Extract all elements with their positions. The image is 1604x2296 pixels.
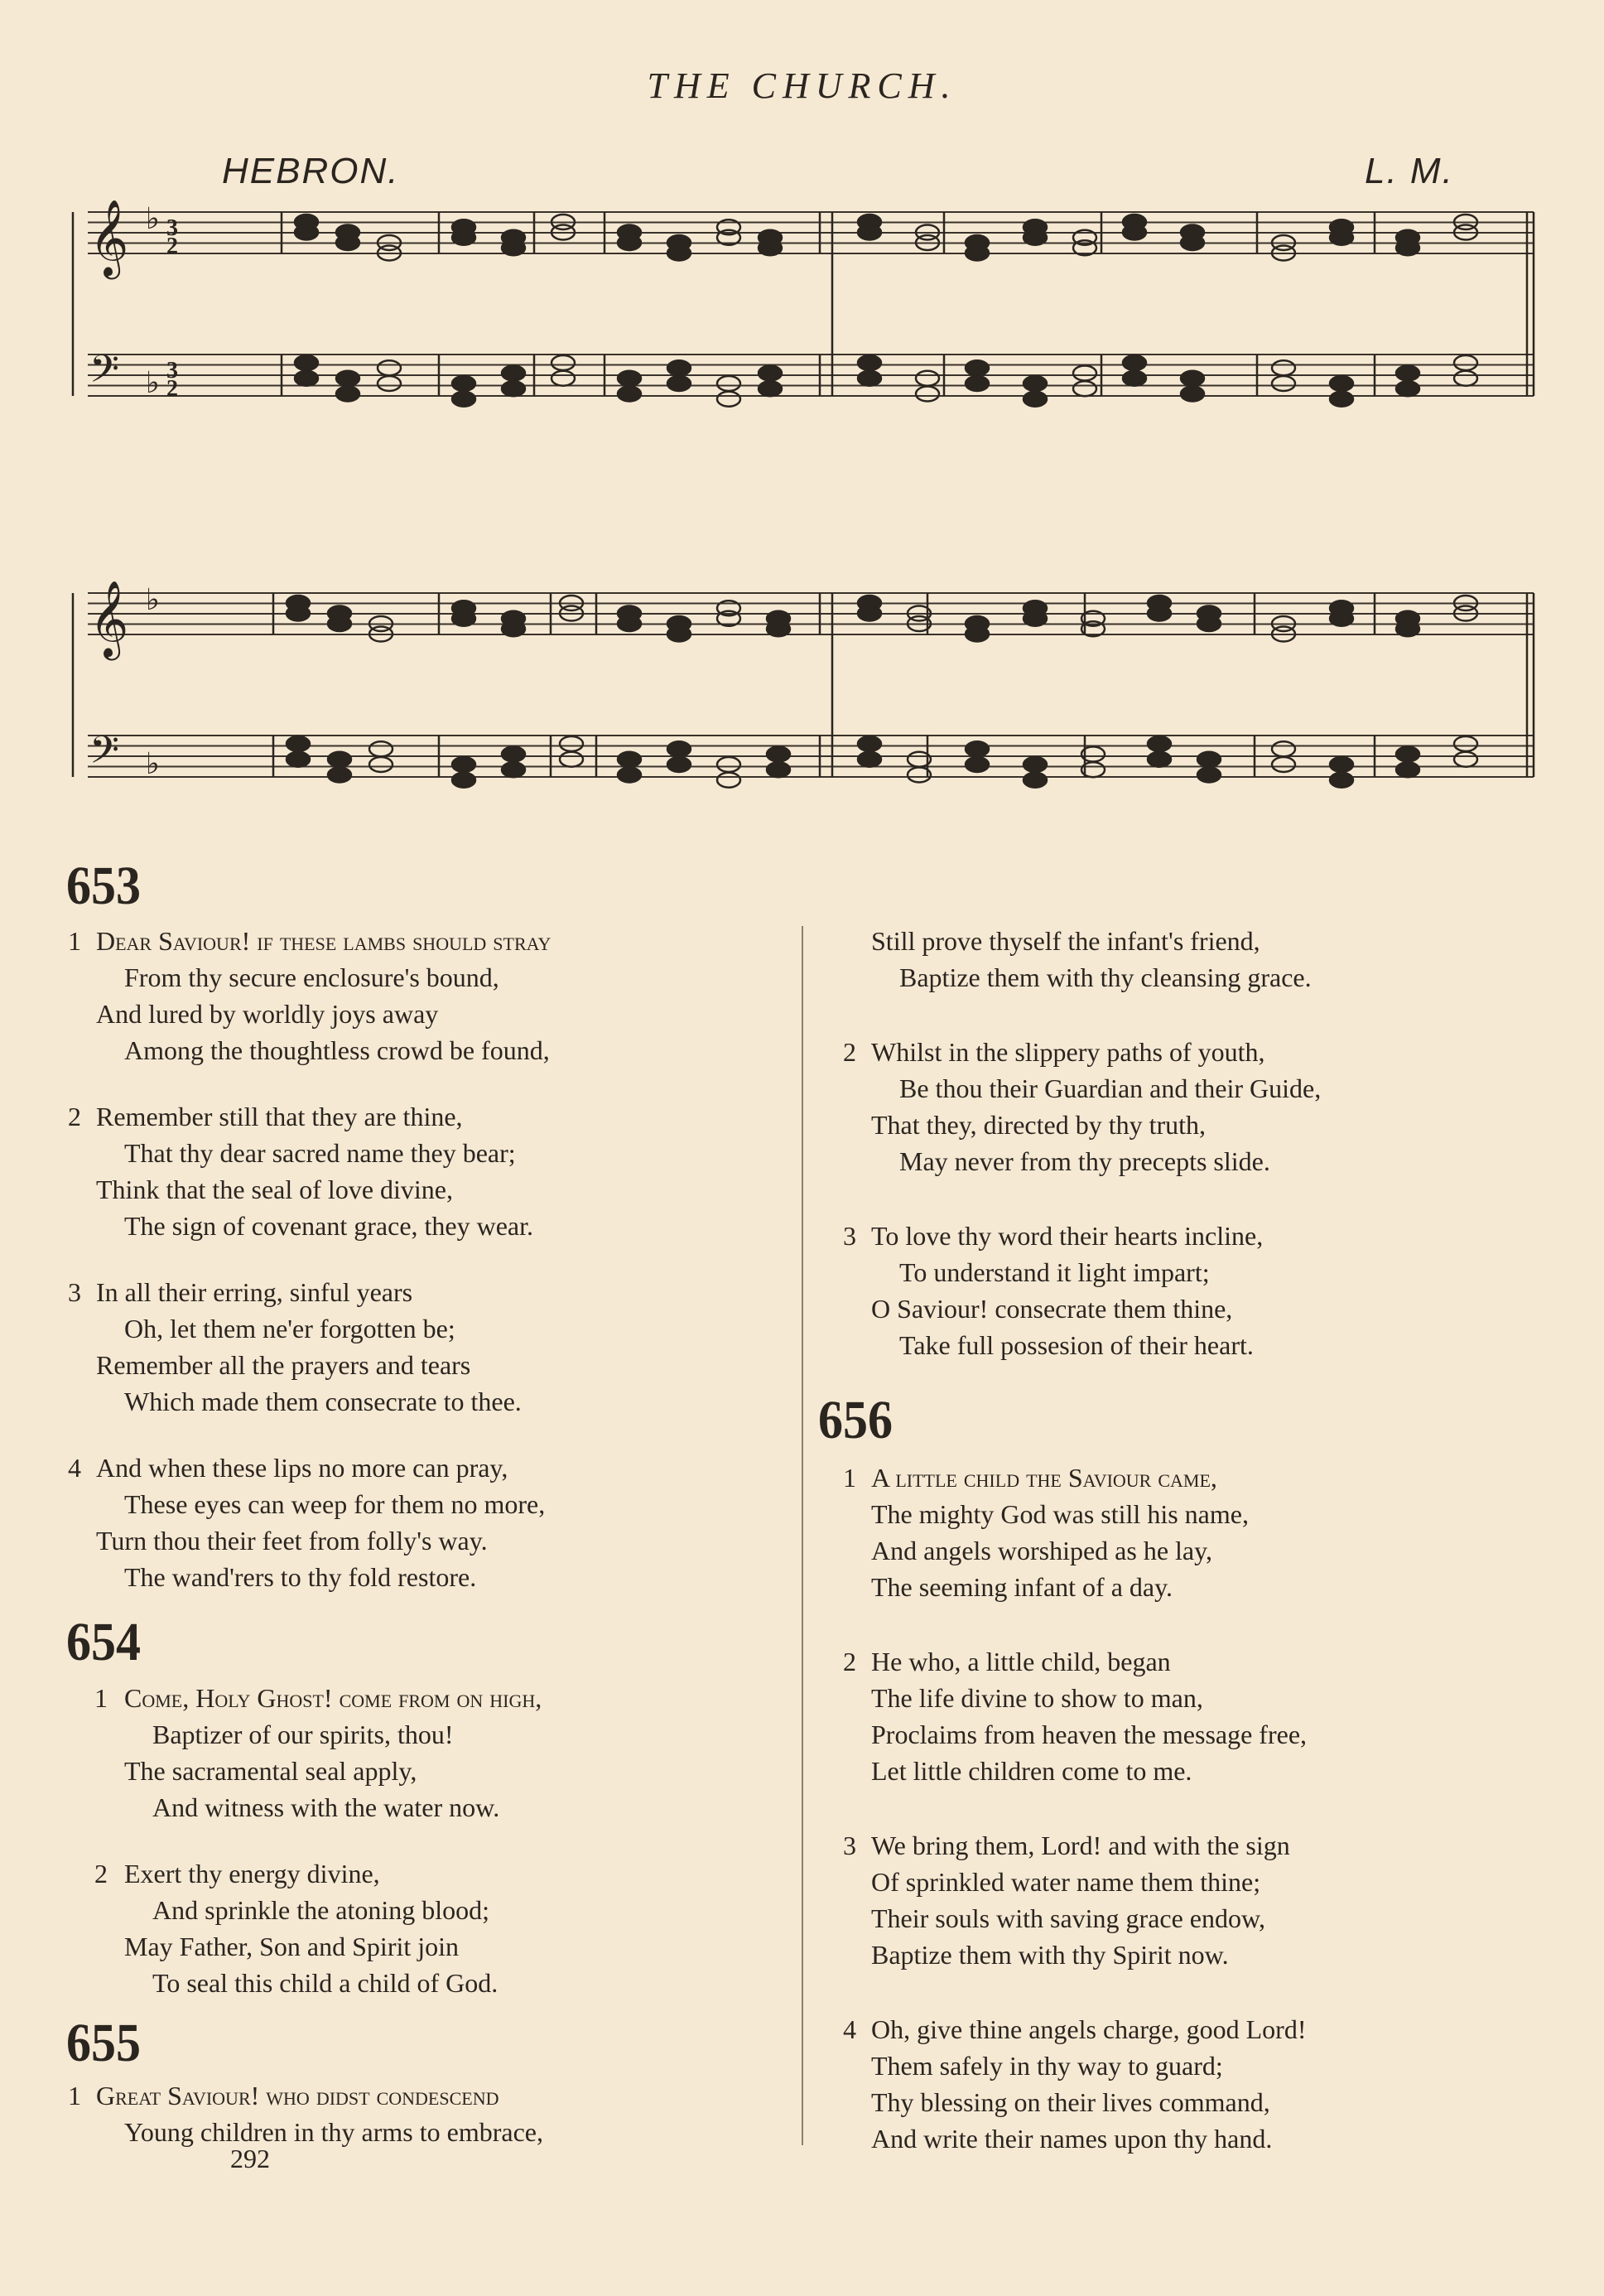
note-head	[1024, 757, 1047, 772]
verse-line: Think that the seal of love divine,	[96, 1175, 453, 1204]
note-head	[717, 757, 740, 772]
note-head	[767, 747, 790, 762]
verse-line	[871, 1463, 1217, 1493]
note-head	[858, 355, 881, 370]
verse-line: The sacramental seal apply,	[124, 1756, 417, 1786]
note-head	[1024, 773, 1047, 788]
note-head	[378, 376, 401, 391]
note-head	[452, 376, 475, 391]
note-head	[667, 246, 691, 261]
verse-line: Remember all the prayers and tears	[96, 1350, 471, 1380]
note-head	[328, 752, 351, 767]
note-head	[916, 371, 939, 386]
verse-line: May never from thy precepts slide.	[899, 1146, 1270, 1176]
verse-line: Let little children come to me.	[871, 1756, 1192, 1786]
note-head	[1148, 606, 1171, 621]
note-head	[452, 611, 475, 626]
note-head	[1396, 747, 1419, 762]
note-head	[552, 371, 575, 386]
verse-line: Baptize them with thy cleansing grace.	[899, 962, 1312, 992]
verse-number: 2	[843, 1037, 856, 1067]
key-flat-icon: ♭	[146, 747, 160, 781]
verse-line: Whilst in the slippery paths of youth,	[871, 1037, 1265, 1067]
note-head	[1181, 387, 1204, 402]
verse-line: Exert thy energy divine,	[124, 1859, 380, 1888]
verse-line: May Father, Son and Spirit join	[124, 1932, 460, 1961]
note-head	[1197, 752, 1221, 767]
music-score	[0, 0, 1604, 837]
note-head	[502, 240, 525, 255]
note-head	[618, 768, 641, 783]
note-head	[560, 752, 583, 767]
note-head	[369, 757, 393, 772]
note-head	[1073, 381, 1096, 396]
verse-line: O Saviour! consecrate them thine,	[871, 1294, 1233, 1324]
note-head	[1330, 773, 1353, 788]
verse-line: Oh, let them ne'er forgotten be;	[124, 1314, 455, 1343]
verse-line: The mighty God was still his name,	[871, 1499, 1249, 1529]
verse-number: 1	[68, 926, 81, 956]
note-head	[502, 621, 525, 636]
note-head	[966, 246, 989, 261]
tune-meter: L. M.	[1365, 151, 1454, 191]
verse-line: The wand'rers to thy fold restore.	[124, 1562, 477, 1592]
note-head	[1454, 371, 1477, 386]
note-head	[287, 736, 310, 751]
verse-line: Be thou their Guardian and their Guide,	[899, 1073, 1322, 1103]
note-head	[1272, 376, 1295, 391]
bass-clef-icon: 𝄢	[89, 728, 120, 782]
verse-line: These eyes can weep for them no more,	[124, 1489, 546, 1519]
verse-number: 3	[843, 1831, 856, 1860]
note-head	[452, 392, 475, 407]
verse-line: To understand it light impart;	[899, 1257, 1210, 1287]
note-head	[858, 606, 881, 621]
note-head	[916, 387, 939, 402]
note-head	[502, 762, 525, 777]
note-head	[1330, 757, 1353, 772]
note-head	[858, 225, 881, 240]
verse-line: Which made them consecrate to thee.	[124, 1387, 522, 1416]
note-head	[1454, 752, 1477, 767]
note-head	[328, 616, 351, 631]
verse-line: The seeming infant of a day.	[871, 1572, 1173, 1602]
column-divider	[802, 926, 803, 2145]
verse-line: From thy secure enclosure's bound,	[124, 962, 499, 992]
note-head	[966, 627, 989, 642]
note-head	[858, 736, 881, 751]
note-head	[667, 741, 691, 756]
verse-line: Of sprinkled water name them thine;	[871, 1867, 1261, 1897]
note-head	[618, 235, 641, 250]
note-head	[966, 757, 989, 772]
verse-line: And lured by worldly joys away	[96, 999, 439, 1029]
note-head	[667, 627, 691, 642]
key-flat-icon: ♭	[146, 583, 160, 617]
note-head	[717, 773, 740, 788]
verse-line: To love thy word their hearts incline,	[871, 1221, 1264, 1251]
note-head	[452, 773, 475, 788]
note-head	[1396, 621, 1419, 636]
note-head	[667, 360, 691, 375]
page-number: 292	[230, 2144, 270, 2173]
note-head	[966, 376, 989, 391]
note-head	[1272, 757, 1295, 772]
note-head	[1148, 752, 1171, 767]
verse-line: And when these lips no more can pray,	[96, 1453, 508, 1483]
verse-number: 2	[843, 1647, 856, 1676]
note-head	[1454, 355, 1477, 370]
note-head	[858, 752, 881, 767]
bass-clef-icon: 𝄢	[89, 347, 120, 401]
note-head	[1330, 611, 1353, 626]
note-head	[336, 235, 359, 250]
note-head	[1197, 616, 1221, 631]
hymn-number-655: 655	[66, 2012, 141, 2073]
note-head	[767, 762, 790, 777]
time-signature: 2	[166, 234, 178, 259]
note-head	[1181, 371, 1204, 386]
note-head	[1181, 235, 1204, 250]
verse-line: And sprinkle the atoning blood;	[152, 1895, 490, 1925]
note-head	[502, 381, 525, 396]
note-head	[287, 752, 310, 767]
verse-line: He who, a little child, began	[871, 1647, 1171, 1676]
verse-number: 1	[94, 1683, 108, 1713]
verse-line	[96, 2081, 499, 2111]
note-head	[1396, 240, 1419, 255]
time-signature: 3	[166, 358, 178, 383]
note-head	[560, 736, 583, 751]
verse-line: Their souls with saving grace endow,	[871, 1903, 1266, 1933]
verse-number: 4	[843, 2014, 856, 2044]
key-flat-icon: ♭	[146, 202, 160, 236]
note-head	[1123, 371, 1146, 386]
verse-line: Young children in thy arms to embrace,	[124, 2117, 543, 2147]
verse-line: That thy dear sacred name they bear;	[124, 1138, 516, 1168]
note-head	[336, 387, 359, 402]
note-head	[1330, 376, 1353, 391]
note-head	[1272, 741, 1295, 756]
verse-line: The life divine to show to man,	[871, 1683, 1203, 1713]
note-head	[295, 371, 318, 386]
note-head	[618, 616, 641, 631]
verse-number: 2	[68, 1102, 81, 1131]
verse-line: Proclaims from heaven the message free,	[871, 1720, 1308, 1749]
verse-number: 2	[94, 1859, 108, 1888]
verse-number: 3	[843, 1221, 856, 1251]
note-head	[1454, 736, 1477, 751]
time-signature: 2	[166, 376, 178, 402]
hymn-number-654: 654	[66, 1611, 141, 1672]
note-head	[295, 225, 318, 240]
note-head	[667, 376, 691, 391]
note-head	[1197, 768, 1221, 783]
hymn-number-656: 656	[818, 1389, 893, 1450]
verse-line: Turn thou their feet from folly's way.	[96, 1526, 488, 1556]
note-head	[336, 371, 359, 386]
note-head	[328, 768, 351, 783]
note-head	[858, 371, 881, 386]
hymn-number-653: 653	[66, 855, 141, 916]
note-head	[1396, 381, 1419, 396]
note-head	[1396, 366, 1419, 381]
verse-number: 3	[68, 1277, 81, 1307]
verse-line: And witness with the water now.	[152, 1792, 500, 1822]
verse-line: Them safely in thy way to guard;	[871, 2051, 1223, 2081]
note-head	[667, 757, 691, 772]
verse-line: To seal this child a child of God.	[152, 1968, 499, 1998]
note-head	[378, 360, 401, 375]
note-head	[966, 360, 989, 375]
note-head	[1272, 360, 1295, 375]
note-head	[717, 376, 740, 391]
verse-number: 4	[68, 1453, 81, 1483]
verse-line: We bring them, Lord! and with the sign	[871, 1831, 1290, 1860]
note-head	[759, 240, 782, 255]
verse-line: Remember still that they are thine,	[96, 1102, 463, 1131]
time-signature: 3	[166, 215, 178, 241]
running-head: THE CHURCH.	[647, 65, 957, 106]
treble-clef-icon: 𝄞	[89, 580, 129, 657]
tune-name: HEBRON.	[222, 151, 400, 191]
note-head	[1024, 376, 1047, 391]
note-head	[452, 757, 475, 772]
verse-line: In all their erring, sinful years	[96, 1277, 413, 1307]
verse-line-text: A little child the Saviour came,	[871, 1463, 1217, 1493]
note-head	[552, 355, 575, 370]
note-head	[1148, 736, 1171, 751]
verse-line: Still prove thyself the infant's friend,	[871, 926, 1260, 956]
note-head	[1024, 230, 1047, 245]
note-head	[1123, 225, 1146, 240]
note-head	[369, 741, 393, 756]
verse-line-text: Come, Holy Ghost! come from on high,	[124, 1683, 542, 1713]
verse-line: That they, directed by thy truth,	[871, 1110, 1207, 1140]
note-head	[452, 230, 475, 245]
verse-line: Baptizer of our spirits, thou!	[152, 1720, 454, 1749]
verse-line: Oh, give thine angels charge, good Lord!	[871, 2014, 1307, 2044]
verse-line: Among the thoughtless crowd be found,	[124, 1035, 550, 1065]
note-head	[966, 741, 989, 756]
note-head	[1123, 355, 1146, 370]
verse-line-text: Dear Saviour! if these lambs should stray	[96, 926, 552, 956]
verse-line: Thy blessing on their lives command,	[871, 2087, 1270, 2117]
verse-line: And angels worshiped as he lay,	[871, 1536, 1213, 1565]
verse-line: Baptize them with thy Spirit now.	[871, 1940, 1229, 1970]
verse-number: 1	[843, 1463, 856, 1493]
note-head	[618, 387, 641, 402]
verse-number: 1	[68, 2081, 81, 2110]
treble-clef-icon: 𝄞	[89, 199, 129, 276]
note-head	[1024, 611, 1047, 626]
note-head	[1396, 762, 1419, 777]
note-head	[295, 355, 318, 370]
note-head	[287, 606, 310, 621]
verse-line	[96, 926, 551, 957]
note-head	[1073, 366, 1096, 381]
verse-line	[124, 1683, 542, 1714]
verse-line: The sign of covenant grace, they wear.	[124, 1211, 534, 1241]
note-head	[502, 366, 525, 381]
note-head	[618, 371, 641, 386]
key-flat-icon: ♭	[146, 366, 160, 400]
note-head	[618, 752, 641, 767]
note-head	[759, 381, 782, 396]
verse-line-text: Great Saviour! who didst condescend	[96, 2081, 499, 2110]
note-head	[1330, 392, 1353, 407]
note-head	[502, 747, 525, 762]
verse-line: Take full possesion of their heart.	[899, 1330, 1254, 1360]
note-head	[767, 621, 790, 636]
note-head	[717, 392, 740, 407]
note-head	[1330, 230, 1353, 245]
note-head	[759, 366, 782, 381]
verse-line: And write their names upon thy hand.	[871, 2124, 1273, 2154]
note-head	[1024, 392, 1047, 407]
